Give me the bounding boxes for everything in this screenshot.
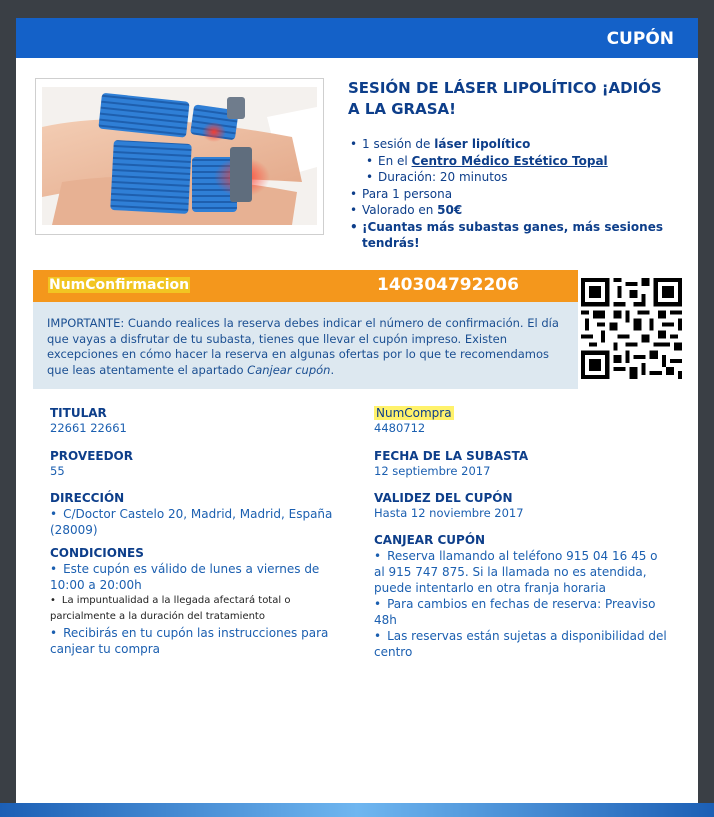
titular-label: TITULAR: [50, 406, 107, 420]
direccion-value: [50, 506, 340, 538]
notice-main-text: IMPORTANTE: Cuando realices la reserva debes indicar el número de confirmación. El día que vayas a disfrutar de tu subasta, tienes que llevar el cupón impreso. Existen excepciones en cómo hacer la reserva en algunas ofertas por lo que te recomendamos que leas atentamente el apartado: [47, 316, 559, 377]
offer-bullet-list: [348, 136, 668, 252]
header-bar: [16, 18, 698, 58]
list-item: [50, 593, 340, 625]
coupon-label: CUPÓN: [606, 29, 674, 49]
canjear-text: Para cambios en fechas de reserva: Preaviso 48h: [374, 597, 656, 627]
condition-text: Recibirás en tu cupón las instrucciones para canjear tu compra: [50, 626, 329, 656]
list-item: [50, 561, 340, 593]
confirmation-number: 140304792206: [377, 275, 519, 295]
notice-text: [47, 316, 562, 378]
product-photo-frame: [35, 78, 324, 235]
compra-label-text: NumCompra: [376, 406, 452, 420]
bullet-text: Valorado en: [362, 203, 438, 217]
proveedor-label: PROVEEDOR: [50, 449, 133, 463]
compra-value: 4480712: [374, 421, 426, 435]
list-item: [374, 596, 669, 628]
address-text: C/Doctor Castelo 20, Madrid, Madrid, España (28009): [50, 507, 333, 537]
price-value: 50€: [437, 203, 463, 217]
fecha-label: FECHA DE LA SUBASTA: [374, 449, 529, 463]
coupon-page: [16, 18, 698, 803]
bullet-text: En el: [378, 153, 412, 168]
list-item: [348, 219, 668, 252]
fecha-value: 12 septiembre 2017: [374, 464, 491, 478]
canjear-label: CANJEAR CUPÓN: [374, 533, 486, 547]
list-item: [50, 625, 340, 657]
canjear-text: Reserva llamando al teléfono 915 04 16 45 o al 915 747 875. Si la llamada no es atendida, puede intentarlo en otra franja horaria: [374, 549, 658, 595]
compra-label: [374, 406, 669, 421]
condition-text: Este cupón es válido de lunes a viernes de 10:00 a 20:00h: [50, 562, 320, 592]
confirmation-bar: [33, 270, 578, 302]
canjear-text: Las reservas están sujetas a disponibilidad del centro: [374, 629, 667, 659]
bullet-bold-text: ¡Cuantas más subastas ganes, más sesiones tendrás!: [362, 219, 663, 250]
list-item: [374, 548, 669, 596]
list-item: • Para 1 persona: [348, 186, 668, 203]
bullet-text: 1 sesión de: [362, 137, 435, 151]
condition-text: La impuntualidad a la llegada afectará total o parcialmente a la duración del tratamiento: [50, 595, 291, 622]
titular-value: 22661 22661: [50, 421, 127, 435]
proveedor-value: 55: [50, 464, 65, 478]
validez-label: VALIDEZ DEL CUPÓN: [374, 491, 513, 505]
right-details-column: [374, 406, 669, 660]
left-details-column: [50, 406, 340, 657]
bullet-bold-text: láser lipolítico: [434, 137, 531, 151]
laser-legs-image: [42, 87, 317, 225]
list-item: [374, 628, 669, 660]
bottom-strip: [0, 803, 714, 817]
product-photo: [42, 87, 317, 225]
list-item: • Duración: 20 minutos: [348, 169, 668, 186]
list-item: [348, 202, 668, 219]
notice-end: .: [330, 362, 335, 377]
offer-title: SESIÓN DE LÁSER LIPOLÍTICO ¡ADIÓS A LA GRASA!: [348, 79, 662, 118]
confirmation-label: NumConfirmacion: [49, 277, 190, 293]
qr-code-icon: [581, 278, 682, 379]
list-item: [348, 136, 668, 153]
validez-value: Hasta 12 noviembre 2017: [374, 506, 524, 520]
condiciones-label: CONDICIONES: [50, 546, 144, 560]
center-link[interactable]: Centro Médico Estético Topal: [411, 153, 608, 168]
direccion-label: DIRECCIÓN: [50, 491, 125, 505]
canjear-cupon-reference: Canjear cupón: [247, 362, 331, 377]
list-item: [348, 153, 668, 170]
important-notice: [33, 302, 578, 389]
